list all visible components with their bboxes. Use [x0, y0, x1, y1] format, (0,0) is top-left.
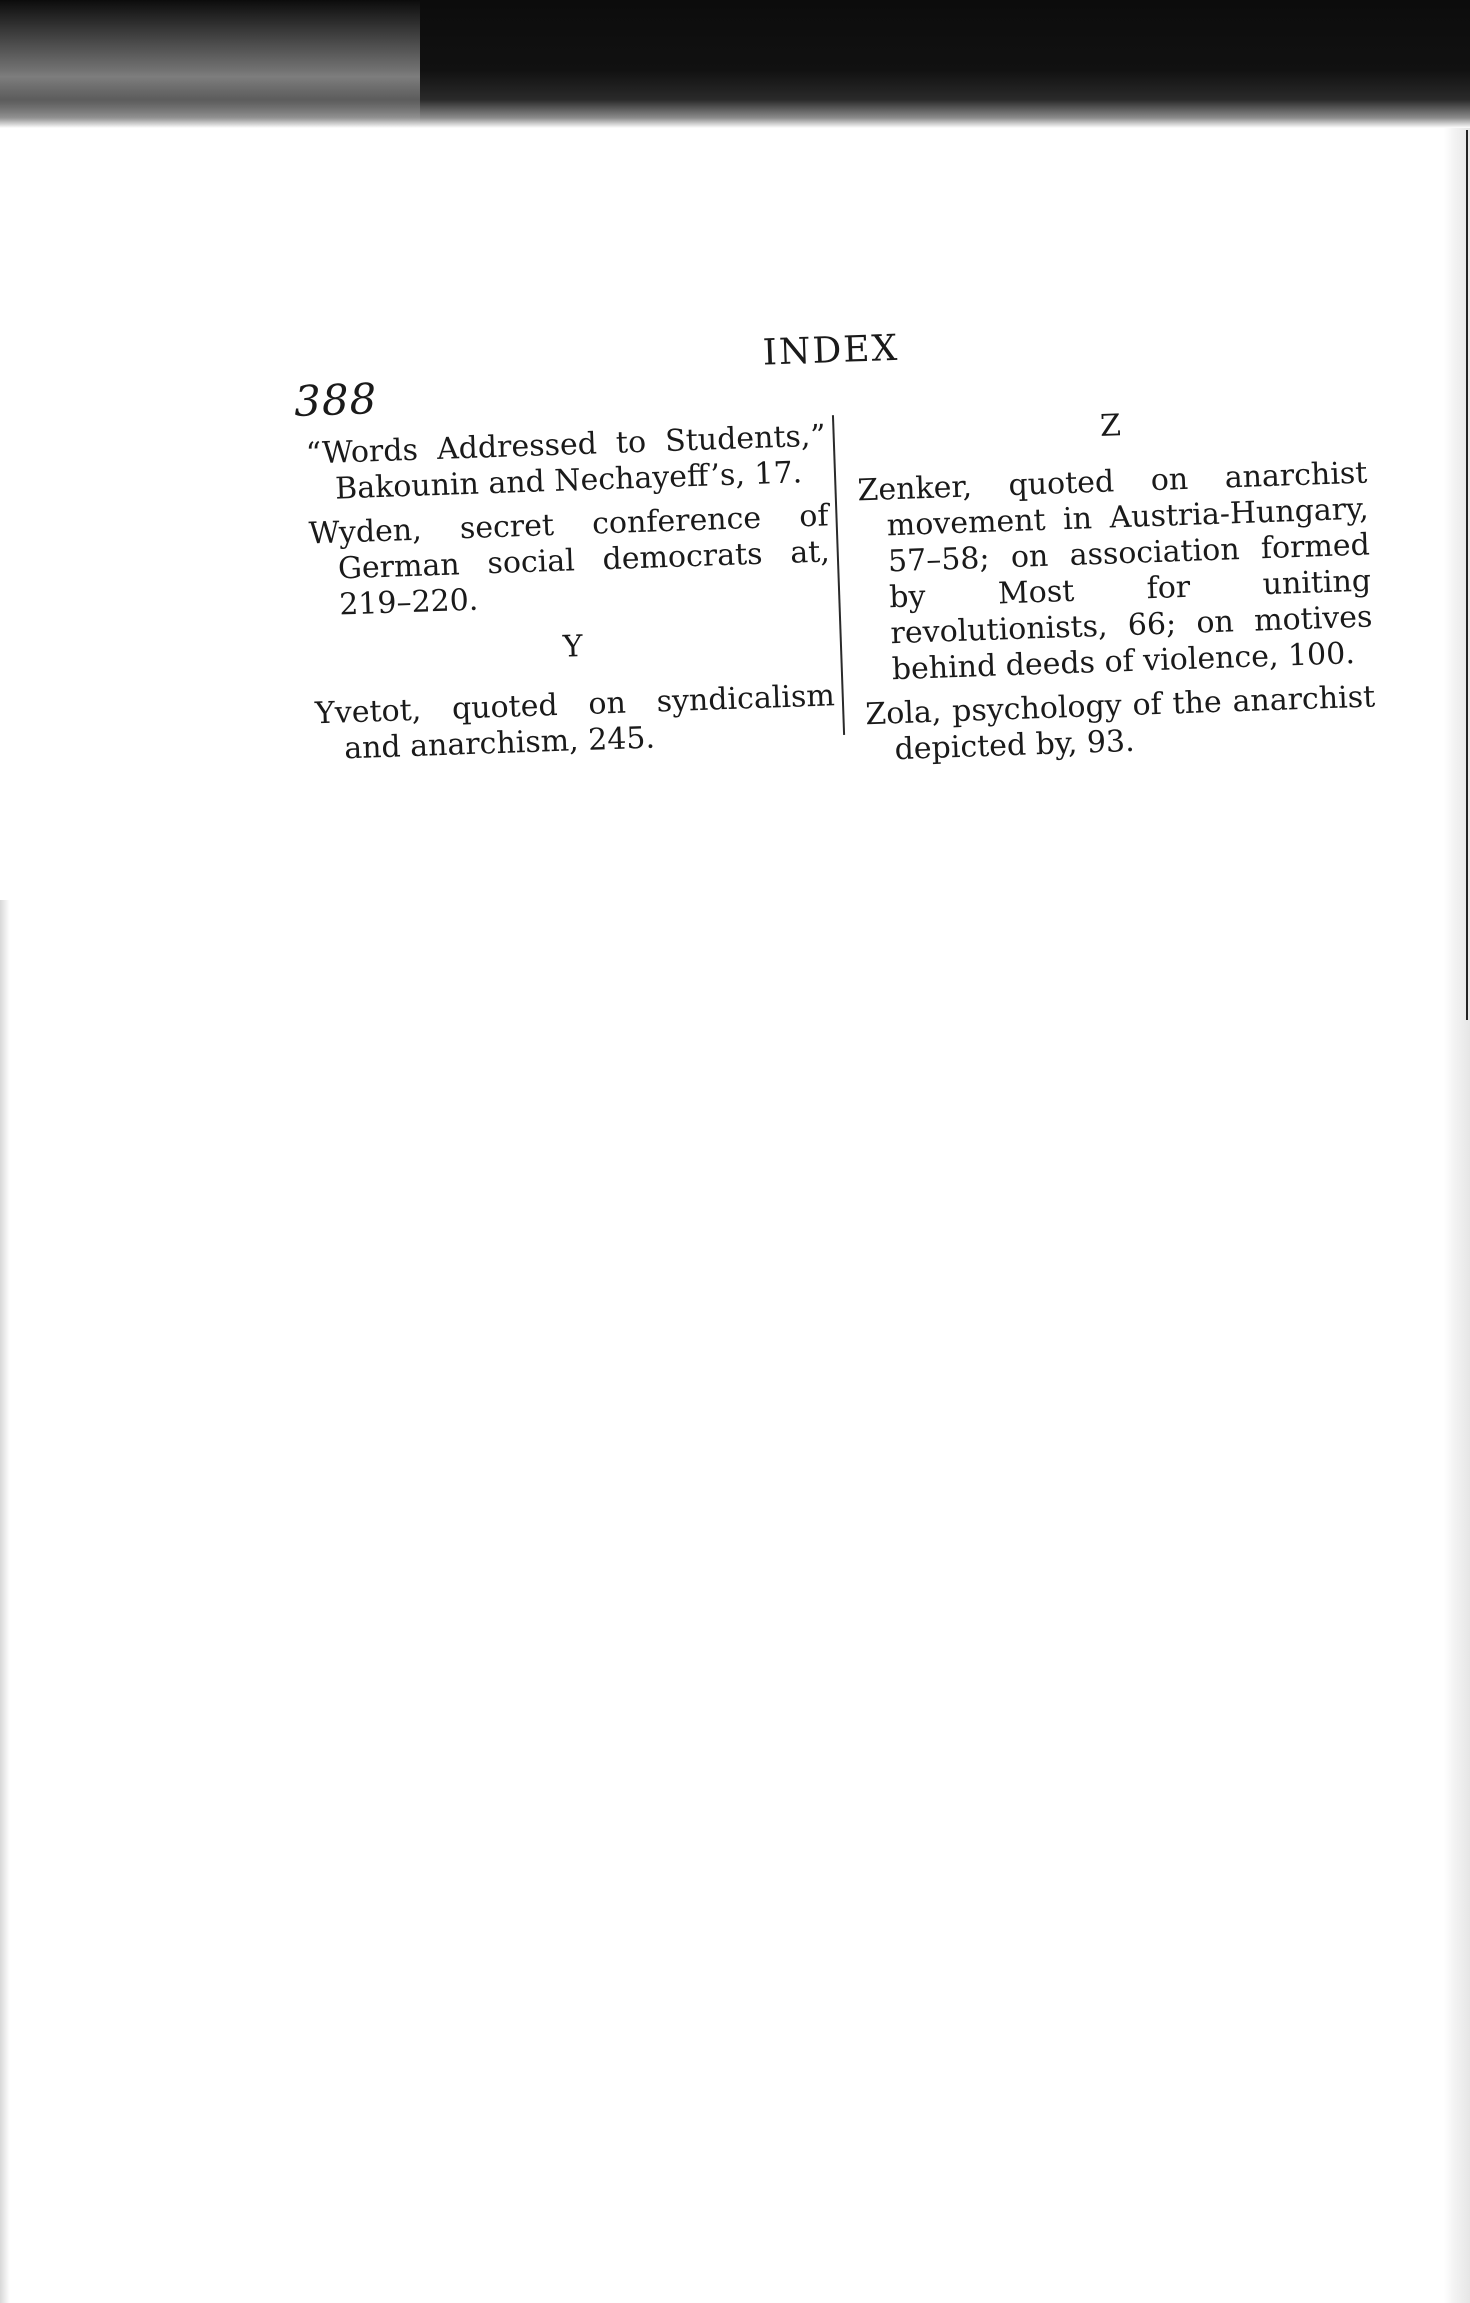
section-letter-y: Y: [562, 629, 584, 665]
scan-left-page-edge: [0, 900, 10, 2303]
index-column-right: [855, 400, 1377, 778]
index-entry: Zenker, quoted on anarchist movement in Austria-Hungary, 57–58; on association formed by Most for uniting revolutionists, 66; on motives behind deeds of violence, 100.: [856, 455, 1373, 688]
page-number: 388: [293, 374, 379, 426]
index-entry: Zola, psychology of the anarchist depicted by, 93.: [864, 679, 1376, 768]
scan-top-band-highlight: [0, 0, 420, 128]
index-entry: Yvetot, quoted on syndicalism and anarchism, 245.: [314, 678, 836, 767]
section-letter-z: Z: [1099, 408, 1122, 444]
index-entry: “Words Addressed to Students,” Bakounin and Nechayeff’s, 17.: [305, 418, 827, 507]
index-page: [292, 301, 1388, 818]
scan-right-edge-line: [1466, 130, 1468, 1020]
index-entry: Wyden, secret conference of German social democrats at, 219–220.: [308, 498, 831, 623]
index-column-left: [305, 418, 837, 776]
running-head: INDEX: [762, 327, 900, 374]
